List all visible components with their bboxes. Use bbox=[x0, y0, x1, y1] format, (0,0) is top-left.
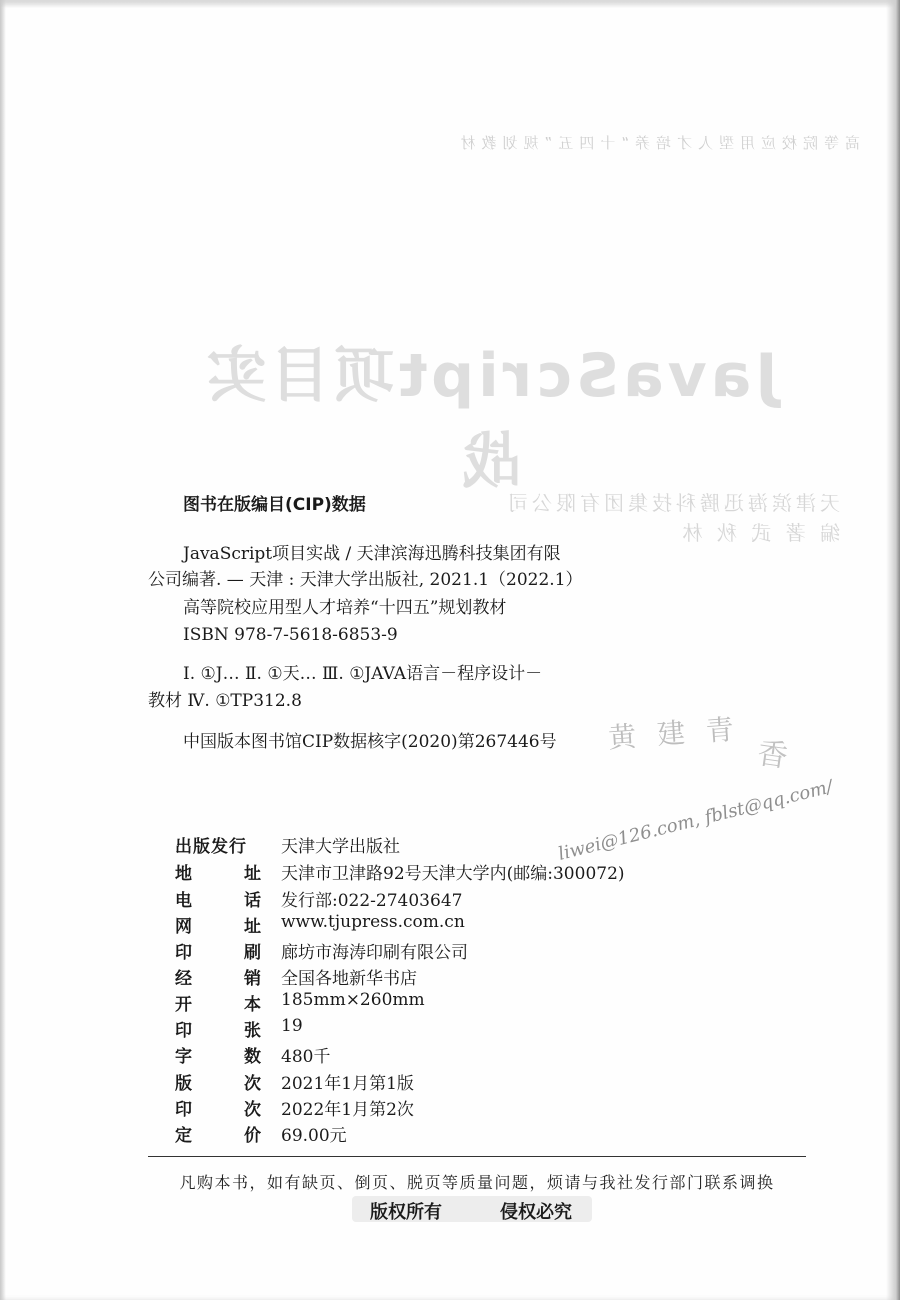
printing-label bbox=[175, 1095, 261, 1120]
price-label bbox=[175, 1121, 261, 1146]
handwritten-signature: 黄 建 青 bbox=[607, 712, 741, 755]
distributor-value: 全国各地新华书店 bbox=[281, 969, 417, 989]
wordcount-label bbox=[175, 1042, 261, 1067]
footer-divider bbox=[148, 1156, 806, 1157]
cip-heading: 图书在版编目(CIP)数据 bbox=[183, 495, 366, 515]
label-text bbox=[175, 1095, 261, 1120]
cip-line-number: 中国版本图书馆CIP数据核字(2020)第267446号 bbox=[183, 732, 557, 752]
rights-reserved: 版权所有 bbox=[370, 1202, 442, 1223]
cip-line-classification: Ⅰ. ①J… Ⅱ. ①天… Ⅲ. ①JAVA语言－程序设计－ bbox=[183, 664, 543, 684]
publisher-value: 天津大学出版社 bbox=[281, 837, 400, 857]
label-text bbox=[175, 912, 261, 937]
edition-label bbox=[175, 1069, 261, 1094]
label-char: 数 bbox=[244, 1047, 261, 1067]
showthrough-author bbox=[360, 488, 840, 548]
scan-edge-right bbox=[886, 0, 900, 1300]
label-char: 经 bbox=[175, 969, 192, 989]
label-char: 址 bbox=[244, 864, 261, 884]
cip-line-publisher: 公司编著. — 天津 : 天津大学出版社, 2021.1（2022.1） bbox=[148, 570, 583, 590]
label-char: 开 bbox=[175, 995, 192, 1015]
website-label bbox=[175, 912, 261, 937]
sheets-value: 19 bbox=[281, 1016, 303, 1036]
label-char-1 bbox=[175, 859, 261, 884]
label-char: 本 bbox=[244, 995, 261, 1015]
cip-line-series: 高等院校应用型人才培养“十四五”规划教材 bbox=[183, 598, 507, 618]
label-char: 地 bbox=[175, 864, 192, 884]
label-char: 网 bbox=[175, 917, 192, 937]
label-text bbox=[175, 886, 261, 911]
showthrough-title: JavaScript项目实战 bbox=[202, 341, 778, 497]
label-char: 印 bbox=[175, 1021, 192, 1041]
scan-edge-top bbox=[0, 0, 900, 8]
printing-value: 2022年1月第2次 bbox=[281, 1100, 414, 1120]
label-char: 印 bbox=[175, 1100, 192, 1120]
label-text bbox=[175, 938, 261, 963]
price-value: 69.00元 bbox=[281, 1126, 347, 1146]
quality-notice: 凡购本书，如有缺页、倒页、脱页等质量问题，烦请与我社发行部门联系调换 bbox=[179, 1173, 775, 1192]
label-text bbox=[175, 964, 261, 989]
publisher-label bbox=[175, 832, 261, 857]
edition-value: 2021年1月第1版 bbox=[281, 1074, 414, 1094]
label-text bbox=[175, 1042, 261, 1067]
address-label bbox=[175, 859, 261, 884]
label-char: 版 bbox=[175, 1074, 192, 1094]
format-value: 185mm×260mm bbox=[281, 990, 425, 1010]
label-char: 印 bbox=[175, 943, 192, 963]
wordcount-value: 480千 bbox=[281, 1047, 331, 1067]
sheets-label bbox=[175, 1016, 261, 1041]
address-value: 天津市卫津路92号天津大学内(邮编:300072) bbox=[281, 864, 625, 884]
label-char: 刷 bbox=[244, 943, 261, 963]
cip-line-title: JavaScript项目实战 / 天津滨海迅腾科技集团有限 bbox=[183, 544, 561, 564]
label-char: 字 bbox=[175, 1047, 192, 1067]
label-text bbox=[175, 1121, 261, 1146]
label-text bbox=[175, 1069, 261, 1094]
label-char: 销 bbox=[244, 969, 261, 989]
label-char: 张 bbox=[244, 1021, 261, 1041]
cip-line-classification-cont: 教材 Ⅳ. ①TP312.8 bbox=[148, 691, 302, 711]
label-char: 话 bbox=[244, 891, 261, 911]
label-char: 价 bbox=[244, 1126, 261, 1146]
label-char: 次 bbox=[244, 1100, 261, 1120]
phone-label bbox=[175, 886, 261, 911]
showthrough-series: 高等院校应用型人才培养“十四五”规划教材 bbox=[454, 134, 860, 152]
label-text bbox=[175, 1016, 261, 1041]
printer-label bbox=[175, 938, 261, 963]
showthrough-author-line2: 编 著 武 秋 林 bbox=[678, 521, 840, 545]
printer-value: 廊坊市海涛印刷有限公司 bbox=[281, 943, 468, 963]
handwritten-mark: 香 bbox=[755, 736, 790, 775]
showthrough-author-line1: 天津滨海迅腾科技集团有限公司 bbox=[504, 491, 840, 515]
distributor-label bbox=[175, 964, 261, 989]
piracy-warning: 侵权必究 bbox=[500, 1202, 572, 1223]
label-char: 定 bbox=[175, 1126, 192, 1146]
label-char: 电 bbox=[175, 891, 192, 911]
phone-value: 发行部:022-27403647 bbox=[281, 891, 463, 911]
cip-line-isbn: ISBN 978-7-5618-6853-9 bbox=[183, 625, 398, 645]
label-text bbox=[175, 990, 261, 1015]
label-text: 出版发行 bbox=[175, 837, 247, 857]
scan-edge-left bbox=[0, 0, 6, 1300]
format-label bbox=[175, 990, 261, 1015]
label-char: 次 bbox=[244, 1074, 261, 1094]
handwritten-note-text: liwei@126.com, fblst@qq.com/ bbox=[556, 776, 835, 865]
website-value: www.tjupress.com.cn bbox=[281, 912, 465, 932]
label-char: 址 bbox=[244, 917, 261, 937]
